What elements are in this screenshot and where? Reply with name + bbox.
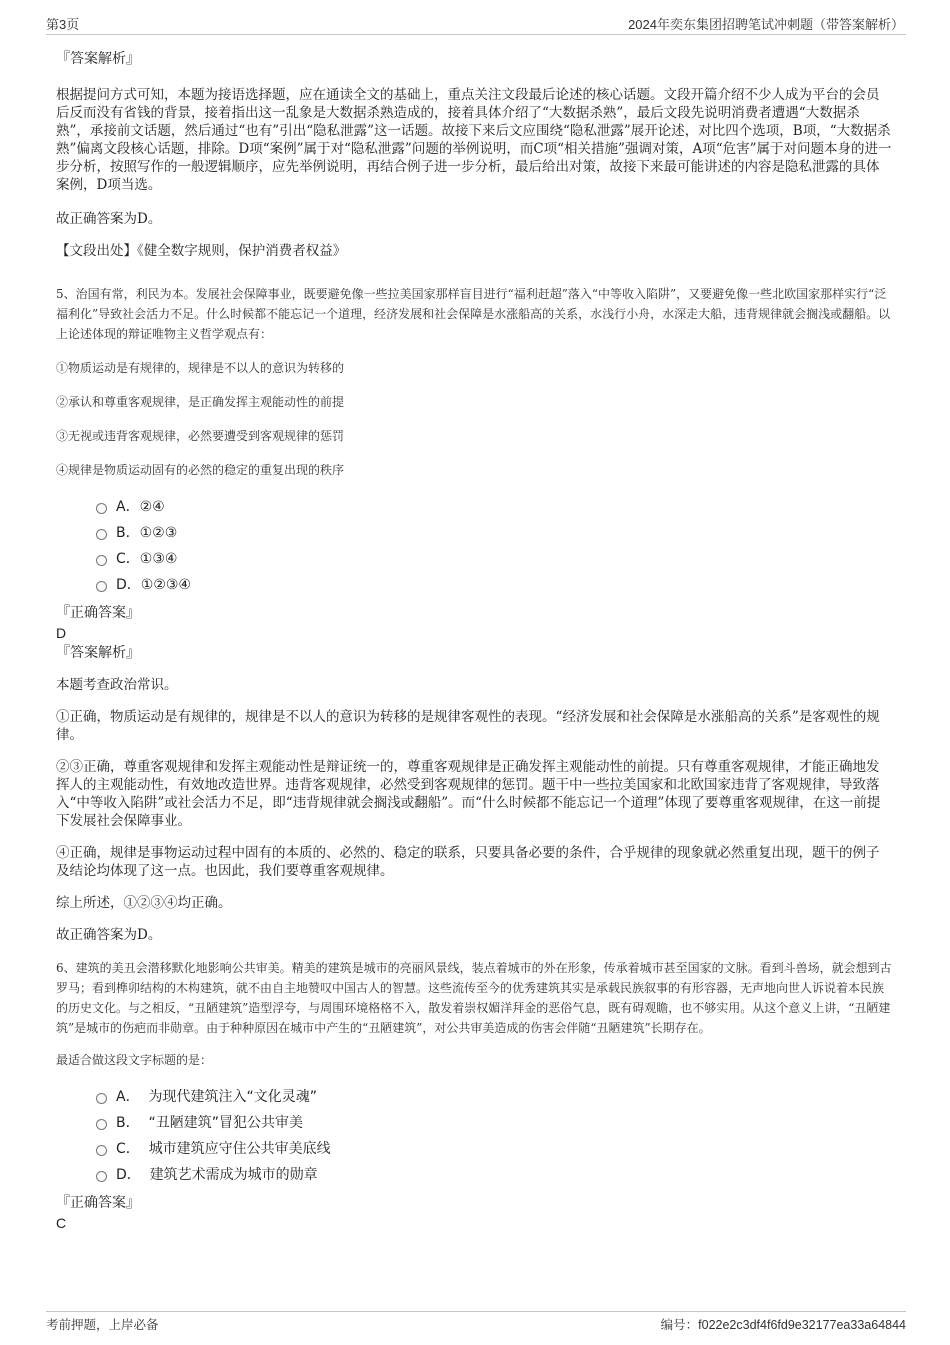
option-text: “丑陋建筑”冒犯公共审美 (148, 1115, 304, 1131)
radio-button-icon[interactable] (96, 1119, 107, 1130)
q5-analysis-para: 故正确答案为D。 (56, 927, 162, 943)
q5-option-a[interactable] (96, 494, 892, 520)
q6-stem: 6、建筑的美丑会潜移默化地影响公共审美。精美的建筑是城市的亮丽风景线，装点着城市的外在形象，传承着城市甚至国家的文脉。看到斗兽场，就会想到古罗马；看到榫卯结构的木构建筑，就不由自主地赞叹中国古人的智慧。这些流传至今的优秀建筑其实是承载民族叙事的有形容器，无声地向世人诉说着本民族的历史文化。与之相反，“丑陋建筑”造型浮夸，与周围环境格格不入，散发着崇权媚洋拜金的恶俗气息，既有碍观瞻，也不够实用。从这个意义上讲，“丑陋建筑”是城市的伤疤而非勋章。由于种种原因在城市中产生的“丑陋建筑”，对公共审美造成的伤害会伴随“丑陋建筑”长期存在。 (56, 961, 892, 1035)
radio-button-icon[interactable] (96, 1145, 107, 1156)
radio-button-icon[interactable] (96, 503, 107, 514)
page-content (56, 44, 892, 1232)
option-letter: B． (116, 1115, 140, 1131)
q5-analysis-para: ①正确，物质运动是有规律的，规律是不以人的意识为转移的是规律客观性的表现。“经济发展和社会保障是水涨船高的关系”是客观性的规律。 (56, 709, 880, 743)
q5-statement: ②承认和尊重客观规律，是正确发挥主观能动性的前提 (56, 395, 345, 409)
document-title: 2024年奕东集团招聘笔试冲刺题（带答案解析） (628, 17, 904, 32)
option-text: 为现代建筑注入“文化灵魂” (148, 1089, 317, 1105)
q6-options (56, 1084, 892, 1188)
q5-statement: ①物质运动是有规律的，规律是不以人的意识为转移的 (56, 361, 345, 375)
q6-option-c[interactable] (96, 1136, 892, 1162)
page-number: 第3页 (46, 17, 80, 32)
page-header (46, 14, 906, 35)
option-letter: D． (116, 1167, 141, 1183)
q5-analysis-para: 本题考查政治常识。 (56, 677, 178, 693)
radio-button-icon[interactable] (96, 555, 107, 566)
q5-option-b[interactable] (96, 520, 892, 546)
radio-button-icon[interactable] (96, 529, 107, 540)
radio-button-icon[interactable] (96, 581, 107, 592)
q5-options (56, 494, 892, 598)
q5-option-c[interactable] (96, 546, 892, 572)
q5-option-d[interactable] (96, 572, 892, 598)
q6-option-a[interactable] (96, 1084, 892, 1110)
footer-slogan: 考前押题，上岸必备 (46, 1317, 159, 1332)
q5-statement: ④规律是物质运动固有的必然的稳定的重复出现的秩序 (56, 463, 345, 477)
footer-document-id: 编号：f022e2c3df4f6fd9e32177ea33a64844 (660, 1318, 906, 1332)
q4-analysis-label: 『答案解析』 (56, 51, 140, 67)
q5-analysis-para: ④正确，规律是事物运动过程中固有的本质的、必然的、稳定的联系，只要具备必要的条件，合乎规律的现象就必然重复出现，题干的例子及结论均体现了这一点。也因此，我们要尊重客观规律。 (56, 845, 880, 879)
q6-option-b[interactable] (96, 1110, 892, 1136)
q6-question: 最适合做这段文字标题的是： (56, 1053, 213, 1067)
option-text: 建筑艺术需成为城市的勋章 (149, 1167, 318, 1183)
option-letter: C． (116, 1141, 140, 1157)
q6-answer-label: 『正确答案』 (56, 1195, 140, 1211)
q5-analysis-label: 『答案解析』 (56, 645, 140, 661)
q5-statement: ③无视或违背客观规律，必然要遭受到客观规律的惩罚 (56, 429, 345, 443)
q4-analysis-text: 根据提问方式可知，本题为接语选择题，应在通读全文的基础上，重点关注文段最后论述的核心话题。文段开篇介绍不少人成为平台的会员后反而没有省钱的背景，接着指出这一乱象是大数据杀熟造成的，接着具体介绍了“大数据杀熟”，最后文段先说明消费者遭遇“大数据杀熟”，承接前文话题，然后通过“也有”引出“隐私泄露”这一话题。故接下来后文应围绕“隐私泄露”展开论述，对比四个选项，B项，“大数据杀熟”偏离文段核心话题，排除。D项“案例”属于对“隐私泄露”问题的举例说明，而C项“相关措施”强调对策，A项“危害”属于对问题本身的进一步分析，按照写作的一般逻辑顺序，应先举例说明，再结合例子进一步分析，最后给出对策，故接下来最可能讲述的内容是隐私泄露的具体案例，D项当选。 (56, 87, 892, 193)
q6-answer: C (56, 1215, 67, 1231)
option-letter: A． (116, 499, 140, 515)
option-letter: D． (116, 577, 141, 593)
page-footer (46, 1311, 906, 1332)
option-text: ①③④ (139, 551, 178, 567)
q5-stem: 5、治国有常，利民为本。发展社会保障事业，既要避免像一些拉美国家那样盲目进行“福利赶超”落入“中等收入陷阱”，又要避免像一些北欧国家那样实行“泛福利化”导致社会活力不足。什么时候都不能忘记一个道理，经济发展和社会保障是水涨船高的关系，水浅行小舟，水深走大船，违背规律就会搁浅或翻船。以上论述体现的辩证唯物主义哲学观点有： (56, 287, 891, 341)
radio-button-icon[interactable] (96, 1093, 107, 1104)
q4-source: 【文段出处】《健全数字规则，保护消费者权益》 (56, 243, 347, 259)
radio-button-icon[interactable] (96, 1171, 107, 1182)
option-letter: A． (116, 1089, 140, 1105)
q5-analysis-para: ②③正确，尊重客观规律和发挥主观能动性是辩证统一的，尊重客观规律是正确发挥主观能动性的前提。只有尊重客观规律，才能正确地发挥人的主观能动性，有效地改造世界。违背客观规律，必然受到客观规律的惩罚。题干中一些拉美国家和北欧国家违背了客观规律，导致落入“中等收入陷阱”或社会活力不足，即“违背规律就会搁浅或翻船”。而“什么时候都不能忘记一个道理”体现了要尊重客观规律，在这一前提下发展社会保障事业。 (56, 759, 881, 829)
q5-answer-label: 『正确答案』 (56, 605, 140, 621)
option-text: ①②③ (139, 525, 178, 541)
option-letter: C． (116, 551, 140, 567)
q5-analysis-para: 综上所述，①②③④均正确。 (56, 895, 232, 911)
q4-conclusion: 故正确答案为D。 (56, 211, 162, 227)
q5-answer: D (56, 625, 67, 641)
q6-option-d[interactable] (96, 1162, 892, 1188)
option-letter: B． (116, 525, 140, 541)
option-text: ①②③④ (140, 577, 191, 593)
option-text: 城市建筑应守住公共审美底线 (148, 1141, 331, 1157)
option-text: ②④ (139, 499, 165, 515)
